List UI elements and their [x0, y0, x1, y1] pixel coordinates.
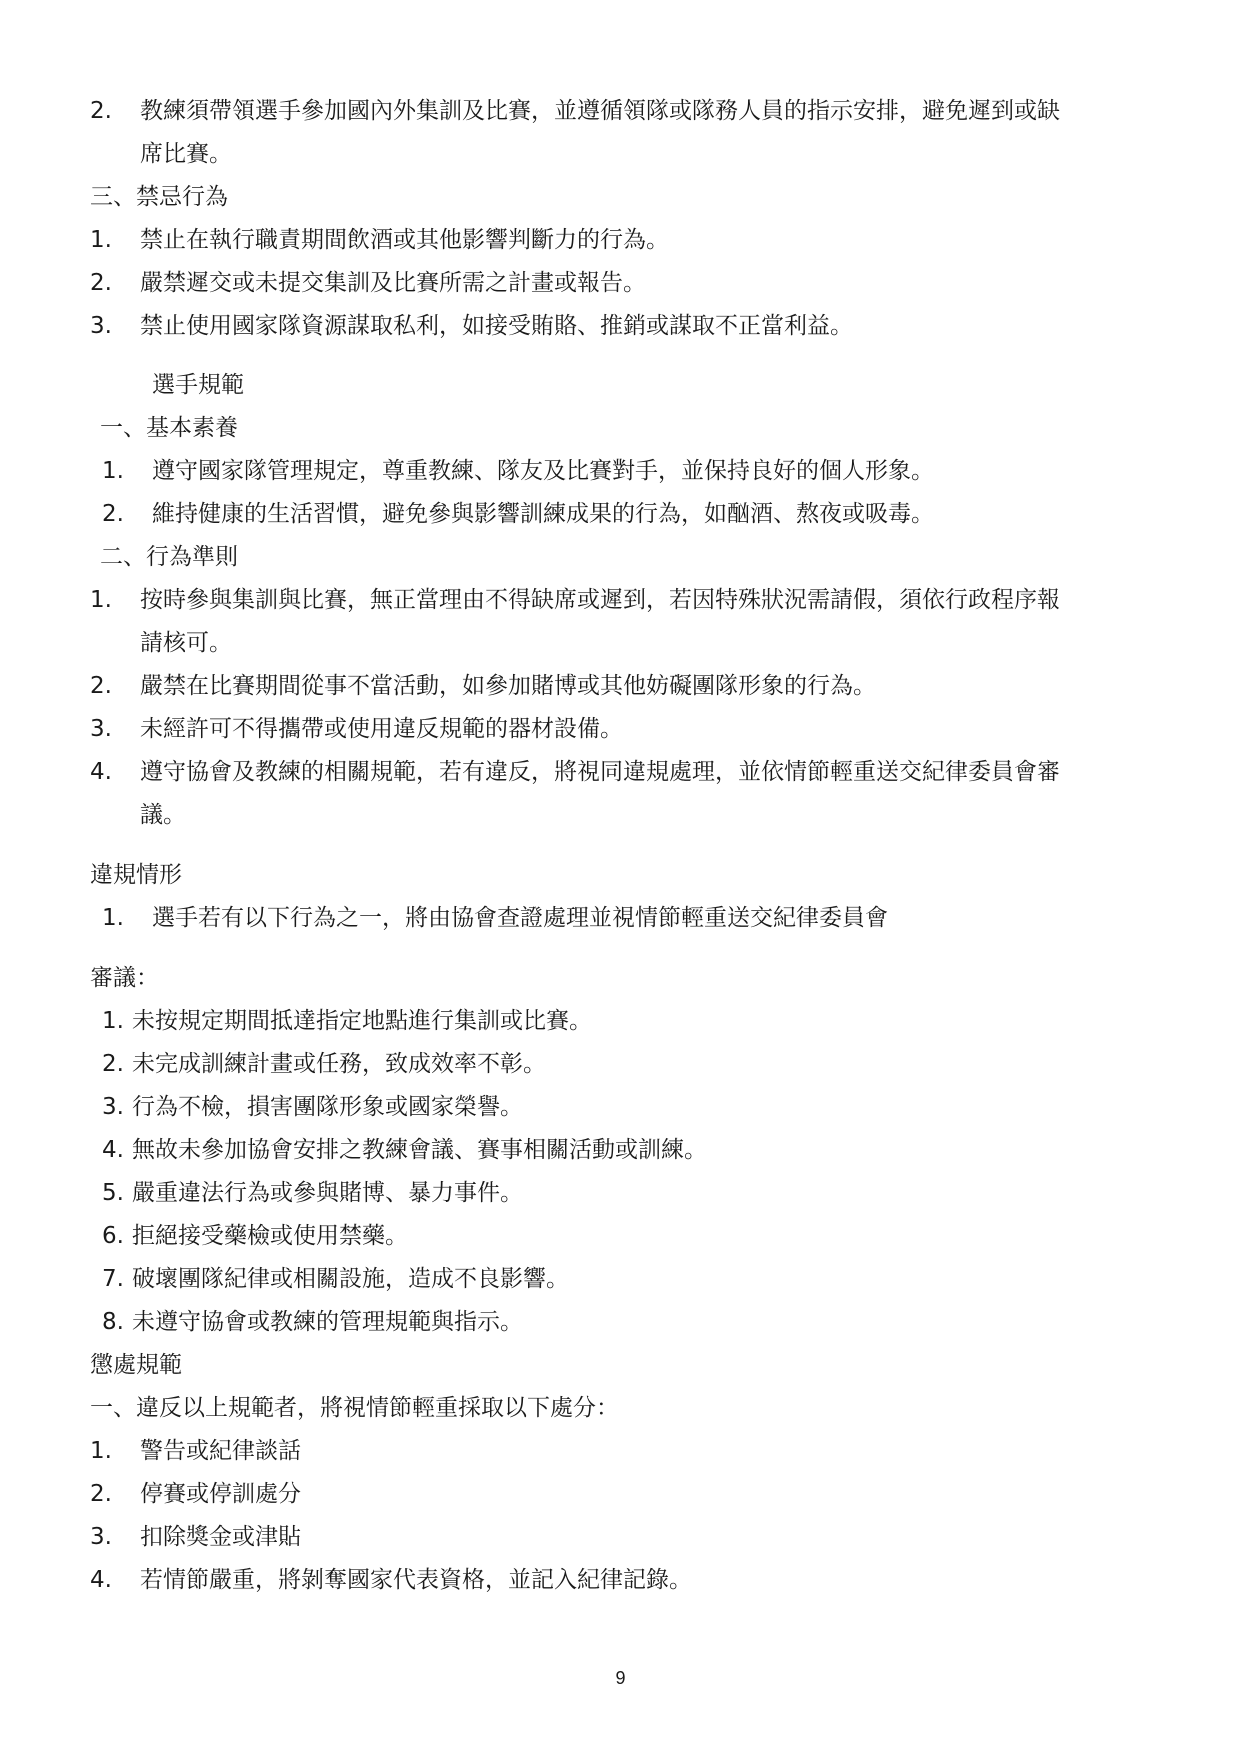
violation-item-number: 8.: [102, 1309, 124, 1335]
prohibited-item-number: 2.: [90, 270, 112, 296]
page-number: 9: [615, 1668, 626, 1688]
conduct-item-cont: 請核可。: [140, 630, 232, 656]
penalty-intro: 一、違反以上規範者，將視情節輕重採取以下處分：: [90, 1395, 619, 1421]
prohibited-item-number: 3.: [90, 313, 112, 339]
basic-item: 維持健康的生活習慣，避免參與影響訓練成果的行為，如酗酒、熬夜或吸毒。: [152, 501, 934, 527]
conduct-item: 嚴禁在比賽期間從事不當活動，如參加賭博或其他妨礙團隊形象的行為。: [140, 673, 876, 699]
violation-item-number: 6.: [102, 1223, 124, 1249]
violation-heading: 違規情形: [90, 862, 182, 888]
conduct-item-cont: 議。: [140, 802, 186, 828]
violation-intro-cont: 審議：: [90, 965, 159, 991]
coach-item-2-number: 2.: [90, 98, 112, 124]
penalty-item: 警告或紀律談話: [140, 1438, 301, 1464]
violation-item: 嚴重違法行為或參與賭博、暴力事件。: [132, 1180, 523, 1206]
basic-item-number: 2.: [102, 501, 124, 527]
violation-item-number: 1.: [102, 1008, 124, 1034]
prohibited-heading: 三、禁忌行為: [90, 184, 228, 210]
basic-heading: 一、基本素養: [100, 415, 238, 441]
violation-item-number: 3.: [102, 1094, 124, 1120]
conduct-item: 遵守協會及教練的相關規範，若有違反，將視同違規處理，並依情節輕重送交紀律委員會審: [140, 759, 1060, 785]
penalty-heading: 懲處規範: [90, 1352, 182, 1378]
conduct-item-number: 4.: [90, 759, 112, 785]
basic-item-number: 1.: [102, 458, 124, 484]
penalty-item: 停賽或停訓處分: [140, 1481, 301, 1507]
conduct-item-number: 1.: [90, 587, 112, 613]
prohibited-item: 禁止在執行職責期間飲酒或其他影響判斷力的行為。: [140, 227, 669, 253]
penalty-item-number: 3.: [90, 1524, 112, 1550]
penalty-item-number: 1.: [90, 1438, 112, 1464]
athlete-section-title: 選手規範: [152, 372, 244, 398]
violation-item: 拒絕接受藥檢或使用禁藥。: [132, 1223, 408, 1249]
coach-item-2-text-cont: 席比賽。: [140, 141, 232, 167]
conduct-heading: 二、行為準則: [100, 544, 238, 570]
coach-item-2-text: 教練須帶領選手參加國內外集訓及比賽，並遵循領隊或隊務人員的指示安排，避免遲到或缺: [140, 98, 1060, 124]
prohibited-item: 禁止使用國家隊資源謀取私利，如接受賄賂、推銷或謀取不正當利益。: [140, 313, 853, 339]
conduct-item: 未經許可不得攜帶或使用違反規範的器材設備。: [140, 716, 623, 742]
basic-item: 遵守國家隊管理規定，尊重教練、隊友及比賽對手，並保持良好的個人形象。: [152, 458, 934, 484]
penalty-item-number: 2.: [90, 1481, 112, 1507]
conduct-item: 按時參與集訓與比賽，無正當理由不得缺席或遲到，若因特殊狀況需請假，須依行政程序報: [140, 587, 1060, 613]
penalty-item: 若情節嚴重，將剝奪國家代表資格，並記入紀律記錄。: [140, 1567, 692, 1593]
violation-item: 未完成訓練計畫或任務，致成效率不彰。: [132, 1051, 546, 1077]
violation-item-number: 2.: [102, 1051, 124, 1077]
violation-item-number: 5.: [102, 1180, 124, 1206]
violation-item-number: 7.: [102, 1266, 124, 1292]
prohibited-item-number: 1.: [90, 227, 112, 253]
violation-item: 未遵守協會或教練的管理規範與指示。: [132, 1309, 523, 1335]
violation-intro: 選手若有以下行為之一，將由協會查證處理並視情節輕重送交紀律委員會: [152, 905, 888, 931]
violation-item: 未按規定期間抵達指定地點進行集訓或比賽。: [132, 1008, 592, 1034]
violation-item: 無故未參加協會安排之教練會議、賽事相關活動或訓練。: [132, 1137, 707, 1163]
violation-item-number: 4.: [102, 1137, 124, 1163]
conduct-item-number: 2.: [90, 673, 112, 699]
penalty-item-number: 4.: [90, 1567, 112, 1593]
prohibited-item: 嚴禁遲交或未提交集訓及比賽所需之計畫或報告。: [140, 270, 646, 296]
penalty-item: 扣除獎金或津貼: [140, 1524, 301, 1550]
conduct-item-number: 3.: [90, 716, 112, 742]
violation-intro-number: 1.: [102, 905, 124, 931]
violation-item: 破壞團隊紀律或相關設施，造成不良影響。: [132, 1266, 569, 1292]
violation-item: 行為不檢，損害團隊形象或國家榮譽。: [132, 1094, 523, 1120]
